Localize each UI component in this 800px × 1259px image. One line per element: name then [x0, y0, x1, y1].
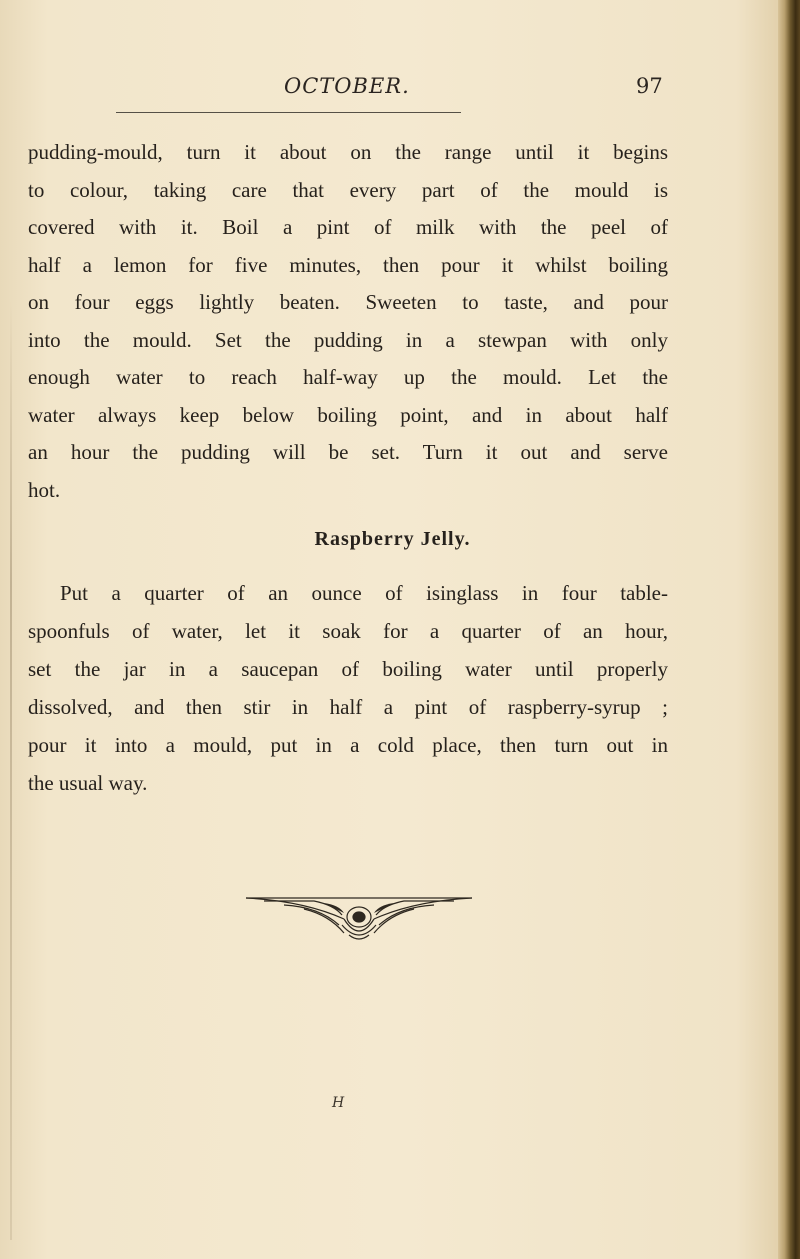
text-line: enough water to reach half-way up the mould. Let the: [28, 365, 668, 389]
page-number: 97: [636, 74, 663, 98]
text-line: spoonfuls of water, let it soak for a quarter of an hour,: [28, 619, 668, 643]
text-line: covered with it. Boil a pint of milk with the peel of: [28, 215, 668, 239]
text-line: hot.: [28, 477, 61, 502]
text-line: set the jar in a saucepan of boiling water until properly: [28, 657, 668, 681]
text-line: pour it into a mould, put in a cold place, then turn out in: [28, 733, 668, 757]
text-line: an hour the pudding will be set. Turn it out and serve: [28, 440, 668, 464]
text-line: into the mould. Set the pudding in a stewpan with only: [28, 327, 668, 352]
recipe-heading: [0, 528, 800, 551]
text-line: half a lemon for five minutes, then pour it whilst boiling: [28, 252, 668, 277]
text-line: pudding-mould, turn it about on the range until it begins: [28, 140, 668, 164]
page-margin-mark: [10, 300, 12, 1240]
text-line: to colour, taking care that every part of the mould is: [28, 177, 668, 202]
recipe-paragraph: [28, 574, 668, 802]
text-line: water always keep below boiling point, and in about half: [28, 402, 668, 427]
decorative-tailpiece-icon: [244, 895, 474, 945]
recipe-title: Raspberry Jelly.: [314, 528, 471, 550]
signature-mark: H: [332, 1095, 345, 1111]
header-rule: [116, 112, 461, 113]
text-line: the usual way.: [28, 771, 148, 795]
running-title: OCTOBER.: [284, 74, 410, 98]
text-line: on four eggs lightly beaten. Sweeten to taste, and pour: [28, 290, 668, 314]
text-line: Put a quarter of an ounce of isinglass in four table-: [60, 581, 668, 605]
intro-paragraph: [28, 134, 668, 509]
text-line: dissolved, and then stir in half a pint of raspberry-syrup ;: [28, 695, 668, 719]
page-edge-binding: [778, 0, 800, 1259]
